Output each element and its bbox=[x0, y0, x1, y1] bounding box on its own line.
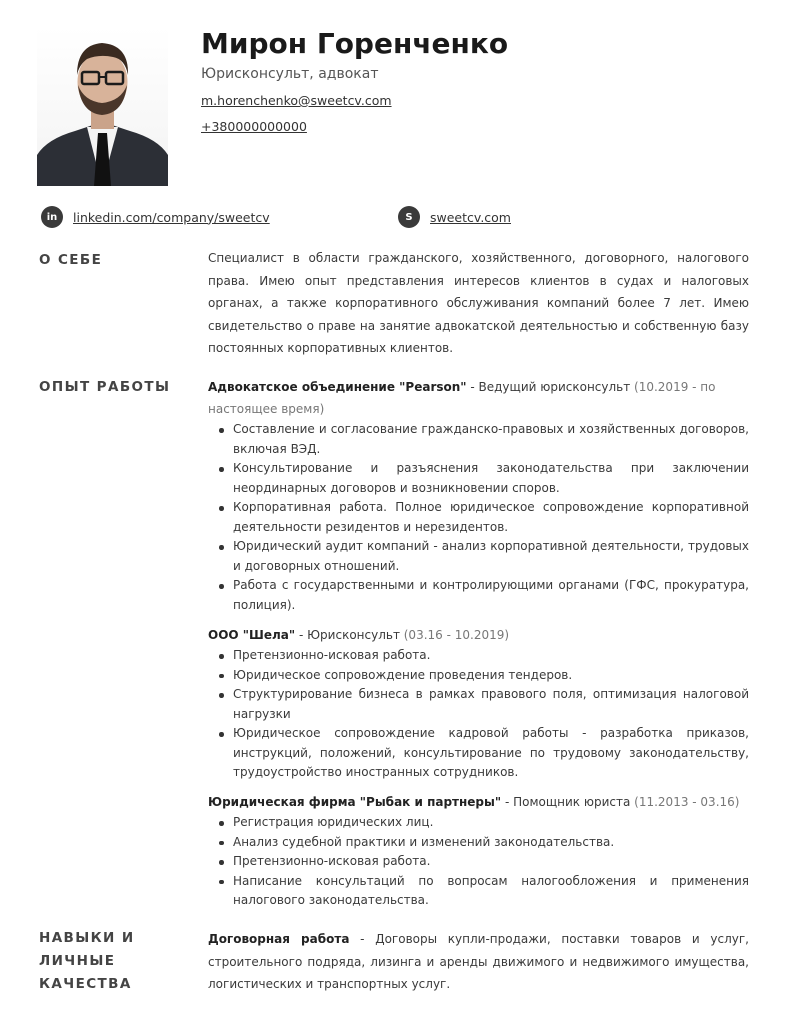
company-name: Юридическая фирма "Рыбак и партнеры" bbox=[208, 795, 502, 809]
job-period: (03.16 - 10.2019) bbox=[403, 628, 510, 642]
list-item: Претензионно-исковая работа. bbox=[233, 852, 749, 872]
duties-list bbox=[208, 813, 749, 911]
experience-item bbox=[208, 624, 749, 783]
skype-link[interactable]: sweetcv.com bbox=[430, 209, 511, 225]
about-text: Специалист в области гражданского, хозяйственного, договорного, налогового права. Имею опыт представления интересов клиентов в судах и налоговых органах, а также корпоративного обслуживания компаний более 7 лет. Имею свидетельство о праве на занятие адвокатской деятельностью и собственную базу постоянных корпоративных клиентов. bbox=[208, 251, 749, 355]
skills-text bbox=[208, 928, 749, 996]
social-skype bbox=[398, 206, 511, 228]
list-item: Консультирование и разъяснения законодательства при заключении неординарных договоров и возникновении споров. bbox=[233, 459, 749, 498]
list-item: Юридический аудит компаний - анализ корпоративной деятельности, трудовых и договорных отношений. bbox=[233, 537, 749, 576]
linkedin-icon: in bbox=[41, 206, 63, 228]
list-item: Написание консультаций по вопросам налогообложения и применения налогового законодательства. bbox=[233, 872, 749, 911]
section-label-about: О СЕБЕ bbox=[39, 252, 103, 268]
list-item: Юридическое сопровождение проведения тендеров. bbox=[233, 666, 749, 686]
skype-icon: S bbox=[398, 206, 420, 228]
experience-header bbox=[208, 624, 749, 646]
list-item: Юридическое сопровождение кадровой работы - разработка приказов, инструкций, положений, консультирование по трудовому законодательству, трудоустройство иностранных сотрудников. bbox=[233, 724, 749, 783]
experience-header bbox=[208, 791, 749, 813]
duties-list bbox=[208, 646, 749, 783]
job-role: - Помощник юриста bbox=[501, 795, 635, 809]
experience-header bbox=[208, 376, 749, 420]
company-name: Адвокатское объединение "Pearson" bbox=[208, 380, 467, 394]
email-link[interactable]: m.horenchenko@sweetcv.com bbox=[201, 93, 392, 108]
list-item: Структурирование бизнеса в рамках правового поля, оптимизация налоговой нагрузки bbox=[233, 685, 749, 724]
duties-list bbox=[208, 420, 749, 615]
linkedin-link[interactable]: linkedin.com/company/sweetcv bbox=[73, 209, 270, 225]
list-item: Регистрация юридических лиц. bbox=[233, 813, 749, 833]
skill-description: - Договоры купли-продажи, поставки товаров и услуг, строительного подряда, лизинга и аренды движимого и недвижимого имущества, логистических и транспортных услуг. bbox=[208, 932, 749, 991]
job-title: Юрисконсульт, адвокат bbox=[201, 66, 379, 82]
candidate-name: Мирон Горенченко bbox=[201, 27, 509, 60]
job-period: (10.2019 - по настоящее время) bbox=[208, 380, 716, 416]
skill-name: Договорная работа bbox=[208, 932, 350, 946]
phone-link[interactable]: +380000000000 bbox=[201, 119, 307, 134]
list-item: Работа с государственными и контролирующими органами (ГФС, прокуратура, полиция). bbox=[233, 576, 749, 615]
section-label-skills: НАВЫКИ И ЛИЧНЫЕ КАЧЕСТВА bbox=[39, 930, 135, 992]
profile-photo bbox=[37, 27, 168, 186]
experience-item bbox=[208, 791, 749, 911]
job-role: - Ведущий юрисконсульт bbox=[466, 380, 635, 394]
job-role: - Юрисконсульт bbox=[295, 628, 404, 642]
section-label-experience: ОПЫТ РАБОТЫ bbox=[39, 379, 171, 395]
list-item: Анализ судебной практики и изменений законодательства. bbox=[233, 833, 749, 853]
company-name: ООО "Шела" bbox=[208, 628, 296, 642]
list-item: Корпоративная работа. Полное юридическое сопровождение корпоративной деятельности резидентов и нерезидентов. bbox=[233, 498, 749, 537]
social-linkedin bbox=[41, 206, 270, 228]
list-item: Претензионно-исковая работа. bbox=[233, 646, 749, 666]
experience-item bbox=[208, 376, 749, 615]
job-period: (11.2013 - 03.16) bbox=[634, 795, 740, 809]
list-item: Составление и согласование гражданско-правовых и хозяйственных договоров, включая ВЭД. bbox=[233, 420, 749, 459]
